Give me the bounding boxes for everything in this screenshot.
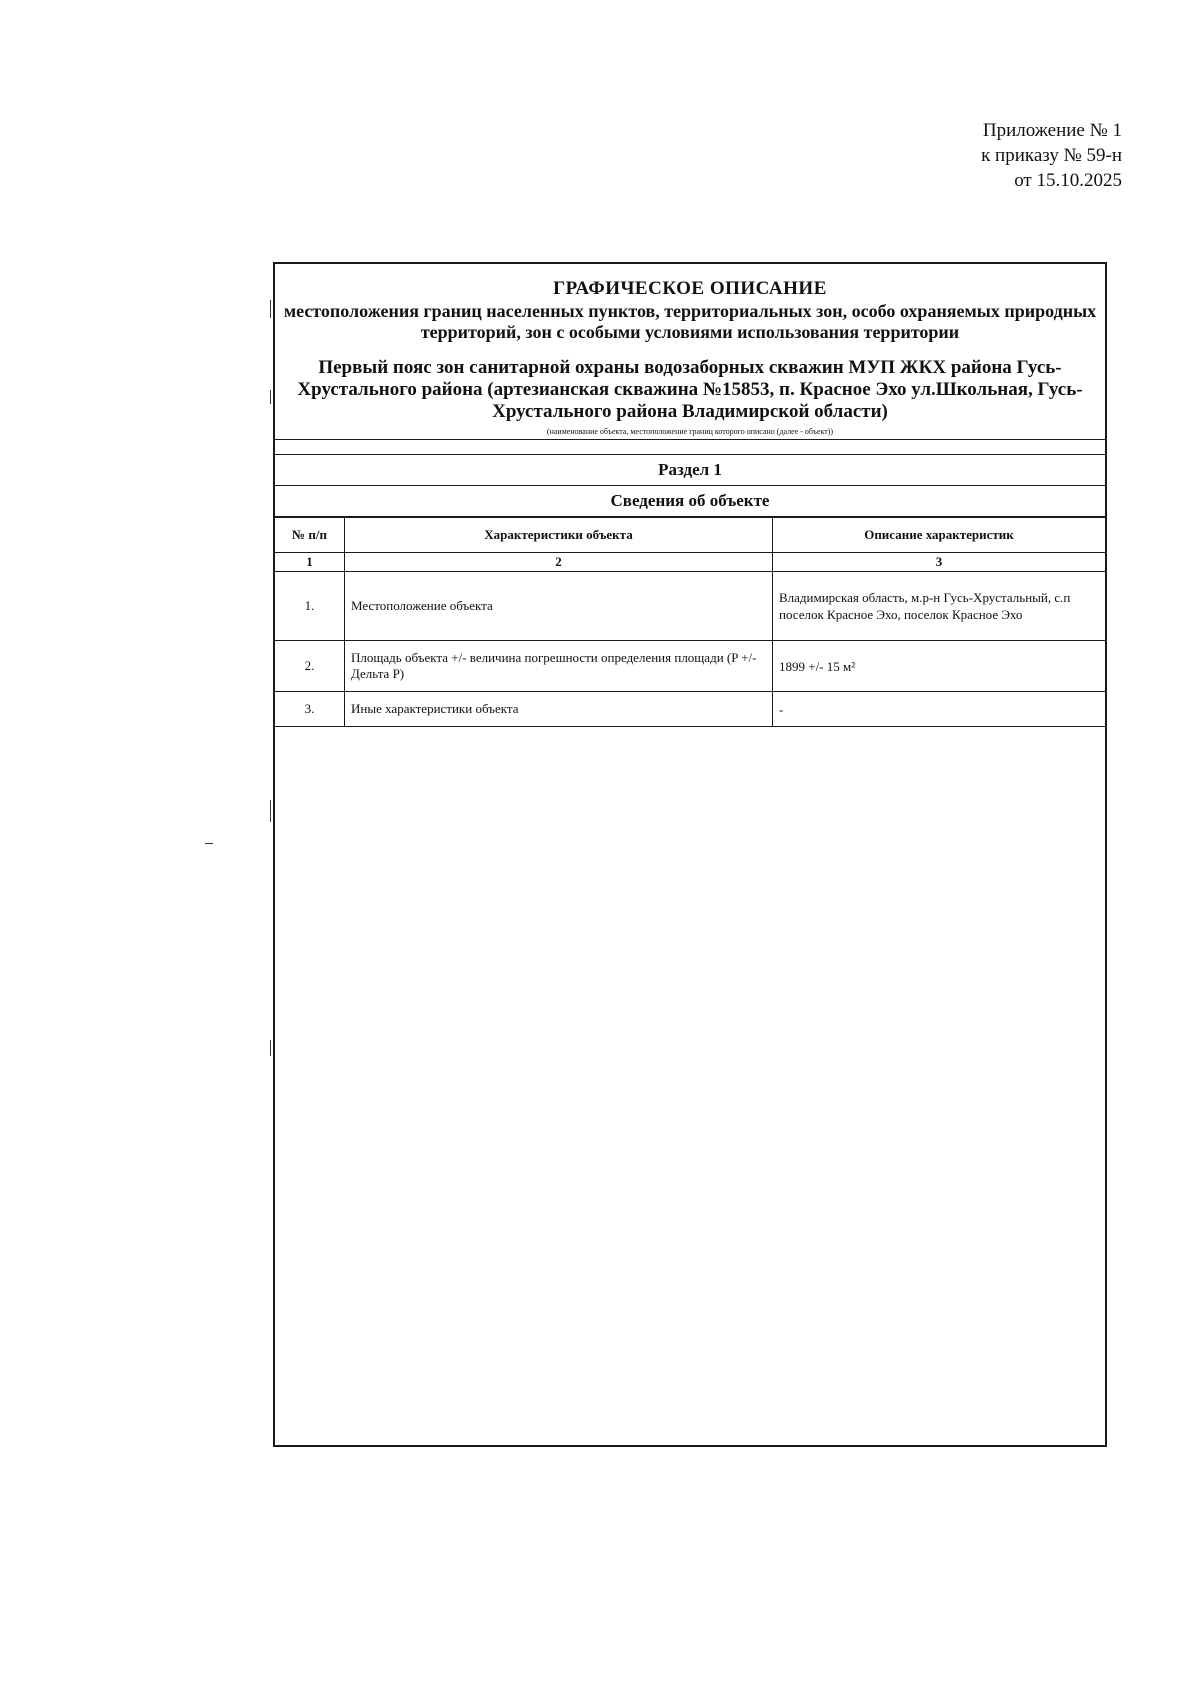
document-subtitle: местоположения границ населенных пунктов, территориальных зон, особо охраняемых природных территорий, зон с особыми условиями использования территории: [283, 301, 1097, 342]
appendix-line-2: к приказу № 59-н: [981, 145, 1122, 166]
row-characteristic: Иные характеристики объекта: [345, 692, 773, 727]
scan-mark: [205, 843, 213, 844]
section-label: Раздел 1: [275, 454, 1105, 486]
section-heading: Сведения об объекте: [275, 486, 1105, 517]
row-description: 1899 +/- 15 м²: [773, 641, 1106, 692]
row-description: -: [773, 692, 1106, 727]
object-info-table: [275, 517, 1105, 727]
appendix-line-3: от 15.10.2025: [1014, 170, 1122, 191]
table-row: [275, 572, 1105, 641]
appendix-line-1: Приложение № 1: [982, 120, 1122, 141]
row-number: 2.: [275, 641, 345, 692]
scan-mark: [270, 300, 271, 318]
column-number: 3: [773, 553, 1106, 572]
object-name-caption: (наименование объекта, местоположение границ которого описано (далее - объект)): [275, 427, 1105, 440]
column-number: 1: [275, 553, 345, 572]
header-number: № п/п: [275, 518, 345, 553]
table-row: [275, 692, 1105, 727]
column-number-row: [275, 553, 1105, 572]
scan-mark: [270, 1040, 271, 1056]
column-number: 2: [345, 553, 773, 572]
form-header: [275, 264, 1105, 440]
row-number: 1.: [275, 572, 345, 641]
row-characteristic: Местоположение объекта: [345, 572, 773, 641]
scan-mark: [270, 390, 271, 404]
scan-mark: [270, 800, 271, 822]
graphic-description-form: [273, 262, 1107, 1447]
table-header-row: [275, 518, 1105, 553]
row-description: Владимирская область, м.р-н Гусь-Хрустальный, с.п поселок Красное Эхо, поселок Красное Эхо: [773, 572, 1106, 641]
appendix-note: [981, 118, 1122, 193]
table-row: [275, 641, 1105, 692]
object-name: Первый пояс зон санитарной охраны водозаборных скважин МУП ЖКХ района Гусь-Хрустального района (артезианская скважина №15853, п. Красное Эхо ул.Школьная, Гусь-Хрустального района Владимирской области): [297, 357, 1083, 422]
row-number: 3.: [275, 692, 345, 727]
header-characteristics: Характеристики объекта: [345, 518, 773, 553]
row-characteristic: Площадь объекта +/- величина погрешности определения площади (P +/- Дельта P): [345, 641, 773, 692]
document-title: ГРАФИЧЕСКОЕ ОПИСАНИЕ: [553, 278, 827, 299]
header-description: Описание характеристик: [773, 518, 1106, 553]
